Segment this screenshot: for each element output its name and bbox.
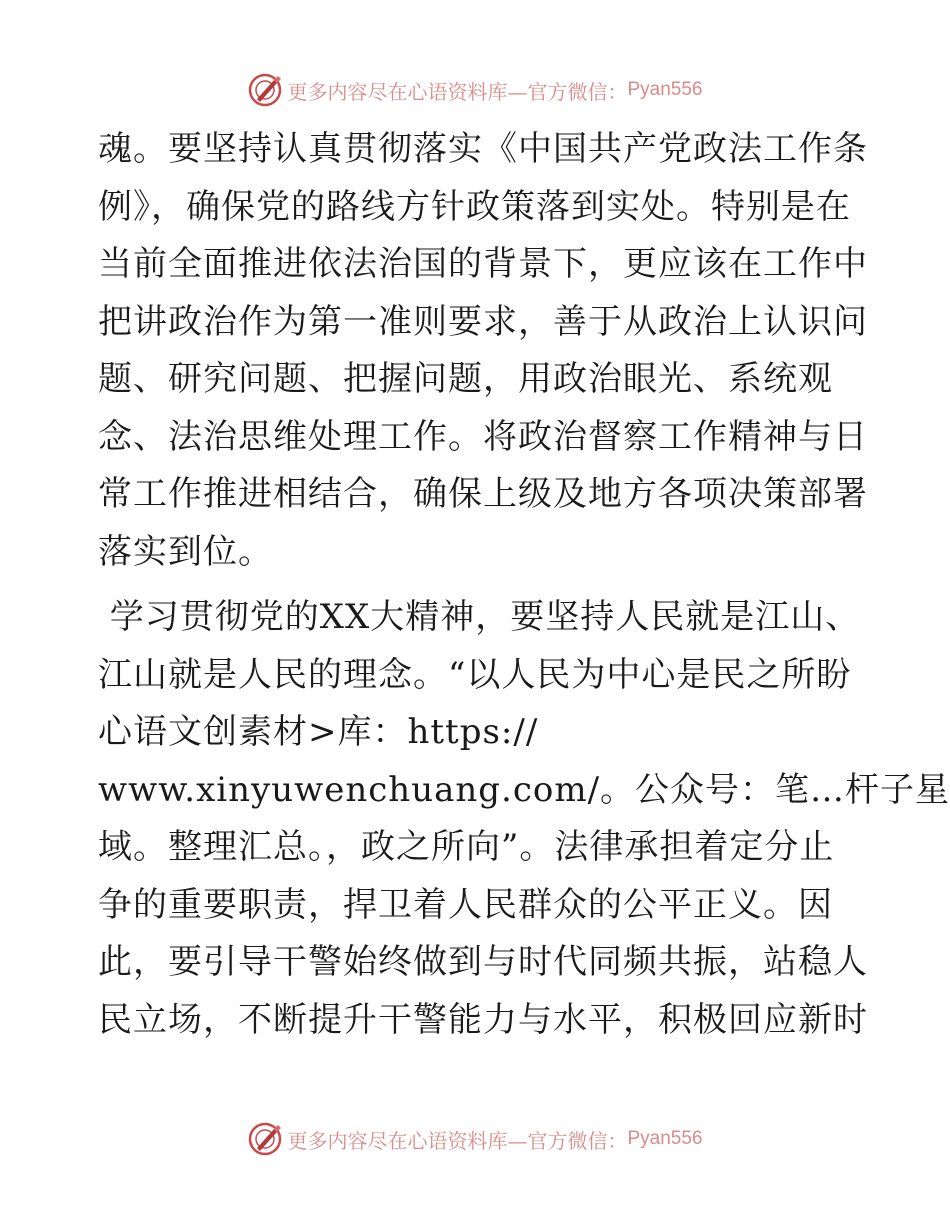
banner-text: 更多内容尽在心语资料库—官方微信： [287,79,628,104]
text-line: 题、研究问题、把握问题，用政治眼光、系统观 [98,359,833,399]
text-line: 域。整理汇总。，政之所向”。法律承担着定分止 [98,827,835,867]
banner-wechat-id: Pyan556 [627,79,703,100]
text-line: 落实到位。 [98,531,273,572]
banner-text: 更多内容尽在心语资料库—官方微信： [287,1128,628,1153]
text-line: 学习贯彻党的XX大精神，要坚持人民就是江山、 [98,597,861,637]
text-line: 争的重要职责，捍卫着人民群众的公平正义。因 [98,884,833,925]
document-body [98,121,950,1049]
text-line: www.xinyuwenchuang.com/。公众号：笔…杆子星 [98,769,950,810]
text-line: 例》，确保党的路线方针政策落到实处。特别是在 [98,186,851,227]
paragraph-spacer [98,581,858,589]
text-line: 心语文创素材>库：https:// [98,712,539,752]
paragraph [98,121,868,581]
paragraph [98,589,950,1049]
text-line: 魂。要坚持认真贯彻落实《中国共产党政法工作条 [98,129,868,169]
text-line: 此，要引导干警始终做到与时代同频共振，站稳人 [98,942,868,982]
text-line: 常工作推进相结合，确保上级及地方各项决策部署 [98,474,868,514]
text-line: 江山就是人民的理念。“以人民为中心是民之所盼 [98,654,852,695]
text-line: 把讲政治作为第一准则要求，善于从政治上认识问 [98,301,868,342]
footer-banner [0,1119,950,1159]
banner-wechat-id: Pyan556 [627,1128,703,1149]
pen-seal-icon [247,72,283,108]
header-banner [0,70,950,110]
pen-seal-icon [247,1121,283,1157]
text-line: 当前全面推进依法治国的背景下，更应该在工作中 [98,244,868,284]
text-line: 念、法治思维处理工作。将政治督察工作精神与日 [98,416,868,457]
text-line: 民立场，不断提升干警能力与水平，积极回应新时 [98,999,868,1040]
